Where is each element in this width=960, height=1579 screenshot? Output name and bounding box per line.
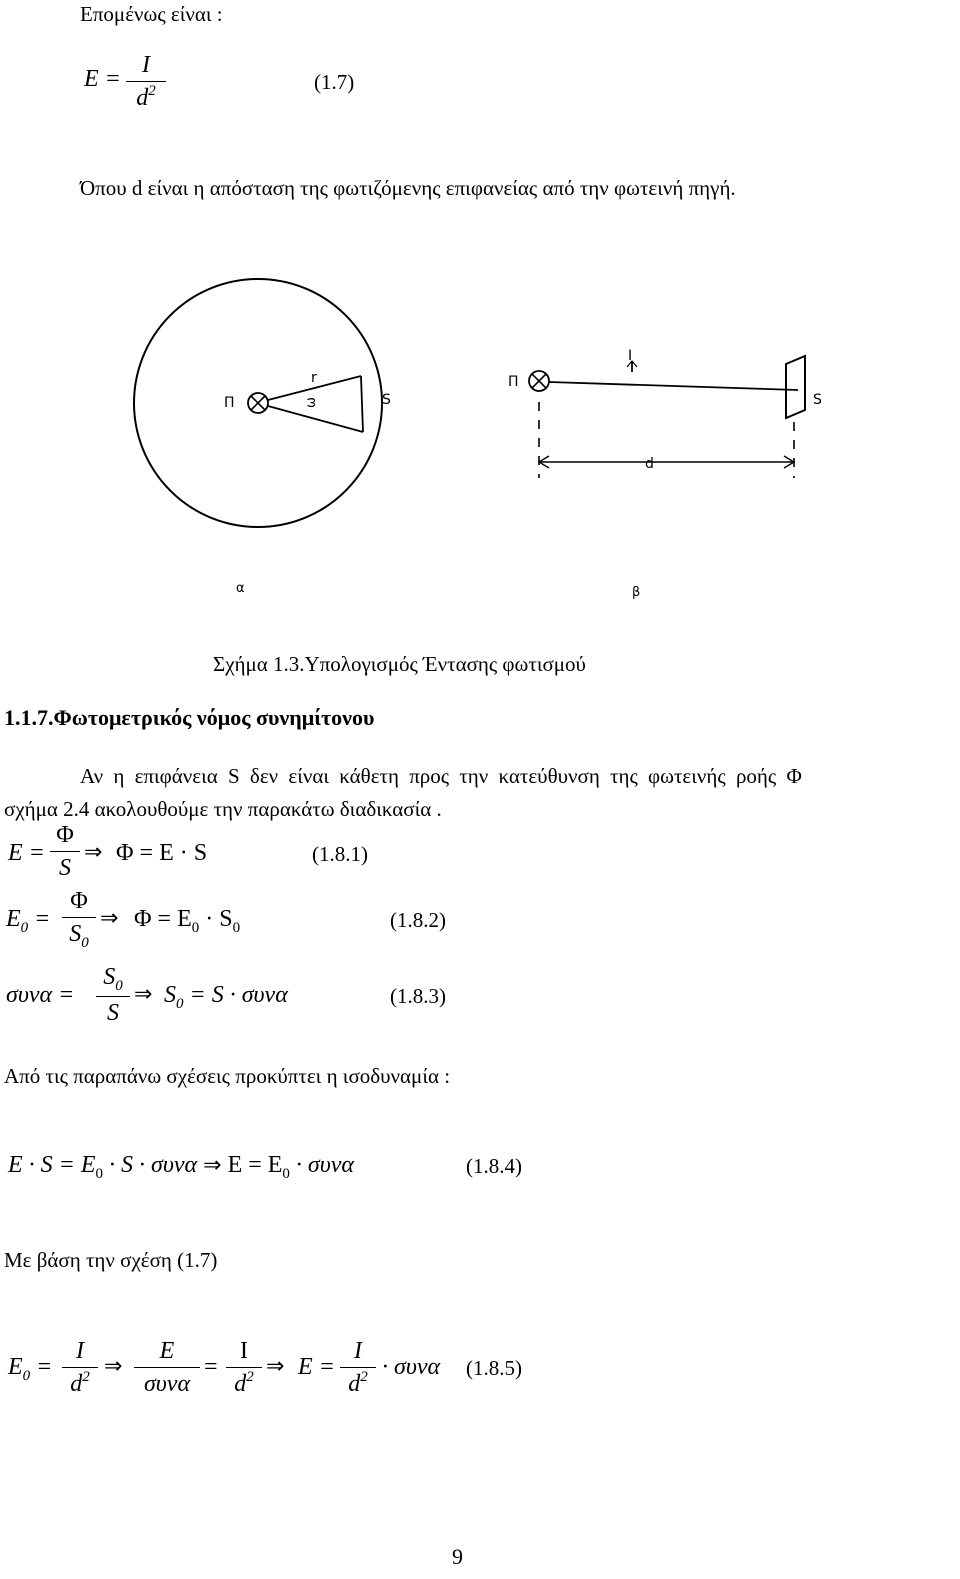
eq185-e-equals: E =	[298, 1354, 335, 1380]
eq185-fraction1: I $d^2$	[62, 1336, 98, 1402]
eq182-lhs: $E_0$ =	[6, 906, 51, 936]
left-source-label: Π	[224, 395, 235, 411]
eq185-fraction4: I $d^2$	[340, 1336, 376, 1402]
eq183-fraction: $S_0$ S	[96, 962, 130, 1028]
right-intensity-label: I	[628, 348, 633, 364]
illumination-figure	[108, 232, 822, 610]
paragraph-distance: Όπου d είναι η απόσταση της φωτιζόμενης επιφανείας από την φωτεινή πηγή.	[80, 176, 736, 200]
left-angle-label: ω	[304, 397, 319, 408]
eq185-implies-icon-2: ⇒	[266, 1354, 285, 1379]
eq182-numerator: Φ	[70, 888, 88, 914]
eq182-fraction: Φ $S_0$	[62, 886, 96, 952]
eq17-exponent: 2	[148, 83, 156, 99]
eq181-rhs: Φ = Ε · S	[116, 840, 208, 866]
right-caption: β	[632, 585, 641, 600]
right-source-label: Π	[508, 374, 519, 390]
eq182-implies-icon: ⇒	[100, 906, 119, 931]
eq185-fraction2: E συνα	[134, 1336, 200, 1399]
paragraph-surface-line2: σχήμα 2.4 ακολουθούμε την παρακάτω διαδικασία .	[4, 797, 442, 821]
figure-drawing	[108, 232, 822, 610]
eq182-label: (1.8.2)	[390, 908, 446, 932]
paragraph-surface-line1: Αν η επιφάνεια S δεν είναι κάθετη προς την κατεύθυνση της φωτεινής ροής Φ	[80, 764, 802, 788]
eq181-implies-icon: ⇒	[84, 840, 103, 865]
page-number: 9	[452, 1544, 463, 1569]
eq184-implies-icon: ⇒	[203, 1153, 222, 1178]
eq183-numerator: S	[103, 964, 116, 990]
eq183-lhs: συνα =	[6, 982, 75, 1008]
eq185-implies-icon-1: ⇒	[104, 1354, 123, 1379]
eq184-expression: $E \cdot S = E_0 \cdot S \cdot \sigma\upsilon\nu\alpha$ ⇒ $E = E_0 \cdot \sigma\upsilon\nu\alpha$	[8, 1152, 355, 1182]
eq182-rhs: $\Phi = E_0 \cdot S_0$	[134, 906, 241, 936]
eq181-denominator: S	[59, 855, 71, 881]
eq181-label: (1.8.1)	[312, 842, 368, 866]
paragraph-equivalence: Από τις παραπάνω σχέσεις προκύπτει η ισοδυναμία :	[4, 1064, 451, 1088]
eq185-tail: · συνα	[382, 1354, 441, 1380]
eq183-denominator: S	[107, 1000, 119, 1026]
left-caption: α	[236, 581, 245, 596]
eq183-implies-icon: ⇒	[134, 982, 153, 1007]
right-surface-label: S	[813, 392, 822, 408]
figure-caption: Σχήμα 1.3.Υπολογισμός Έντασης φωτισμού	[213, 652, 586, 676]
eq182-denominator: S	[69, 921, 82, 947]
section-heading: 1.1.7.Φωτομετρικός νόμος συνημίτονου	[4, 705, 375, 730]
eq17-lhs: E =	[84, 66, 121, 92]
eq185-fraction3: I $d^2$	[226, 1336, 262, 1402]
eq17-label: (1.7)	[314, 70, 355, 94]
right-distance-label: d	[645, 456, 654, 472]
paragraph-based-on: Με βάση την σχέση (1.7)	[4, 1248, 218, 1272]
eq183-label: (1.8.3)	[390, 984, 446, 1008]
left-radius-label: r	[311, 370, 317, 386]
eq185-lhs: $E_0$ =	[8, 1354, 53, 1384]
eq17-denominator: d	[136, 85, 149, 111]
eq185-equals: =	[204, 1354, 218, 1380]
intro-text: Επομένως είναι :	[80, 2, 223, 26]
left-surface-label: S	[382, 392, 391, 408]
eq181-lhs: E =	[8, 840, 45, 866]
eq181-fraction	[50, 820, 80, 883]
eq183-rhs: $S_0 = S \cdot \sigma\upsilon\nu\alpha$	[164, 982, 288, 1012]
eq181-numerator: Φ	[56, 822, 74, 848]
eq185-label: (1.8.5)	[466, 1356, 522, 1380]
eq17-fraction	[126, 50, 166, 116]
eq17-numerator: I	[142, 52, 150, 78]
eq184-label: (1.8.4)	[466, 1154, 522, 1178]
